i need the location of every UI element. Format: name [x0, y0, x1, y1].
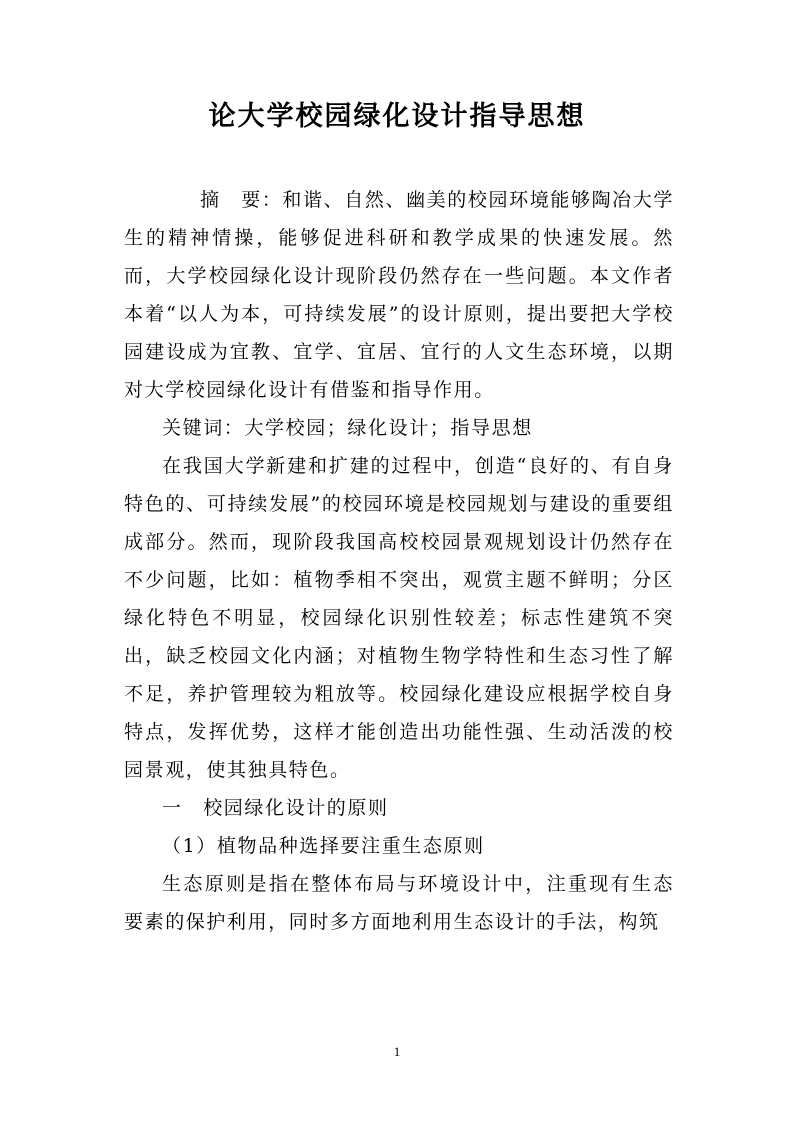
keywords-line: 关键词：大学校园；绿化设计；指导思想: [162, 417, 533, 439]
document-body: [124, 181, 674, 941]
abstract-paragraph: [124, 181, 674, 409]
section-heading: 一 校园绿化设计的原则: [162, 797, 389, 819]
intro-paragraph: 在我国大学新建和扩建的过程中，创造“良好的、有自身特色的、可持续发展”的校园环境是校园规划与建设的重要组成部分。然而，现阶段我国高校校园景观规划设计仍然存在不少问题，比如：植物季相不突出，观赏主题不鲜明；分区绿化特色不明显，校园绿化识别性较差；标志性建筑不突出，缺乏校园文化内涵；对植物生物学特性和生态习性了解不足，养护管理较为粗放等。校园绿化建设应根据学校自身特点，发挥优势，这样才能创造出功能性强、生动活泼的校园景观，使其独具特色。: [124, 455, 674, 781]
abstract-text: 和谐、自然、幽美的校园环境能够陶冶大学生的精神情操，能够促进科研和教学成果的快速发展。然而，大学校园绿化设计现阶段仍然存在一些问题。本文作者本着“以人为本，可持续发展”的设计原则，提出要把大学校园建设成为宜教、宜学、宜居、宜行的人文生态环境，以期对大学校园绿化设计有借鉴和指导作用。: [124, 189, 674, 401]
document-title: 论大学校园绿化设计指导思想: [208, 101, 586, 132]
subsection-heading: （1）植物品种选择要注重生态原则: [162, 835, 485, 857]
page-number: 1: [393, 1044, 401, 1059]
section-paragraph: 生态原则是指在整体布局与环境设计中，注重现有生态要素的保护利用，同时多方面地利用生态设计的手法，构筑: [124, 873, 674, 933]
abstract-label: 摘 要：: [200, 189, 283, 211]
